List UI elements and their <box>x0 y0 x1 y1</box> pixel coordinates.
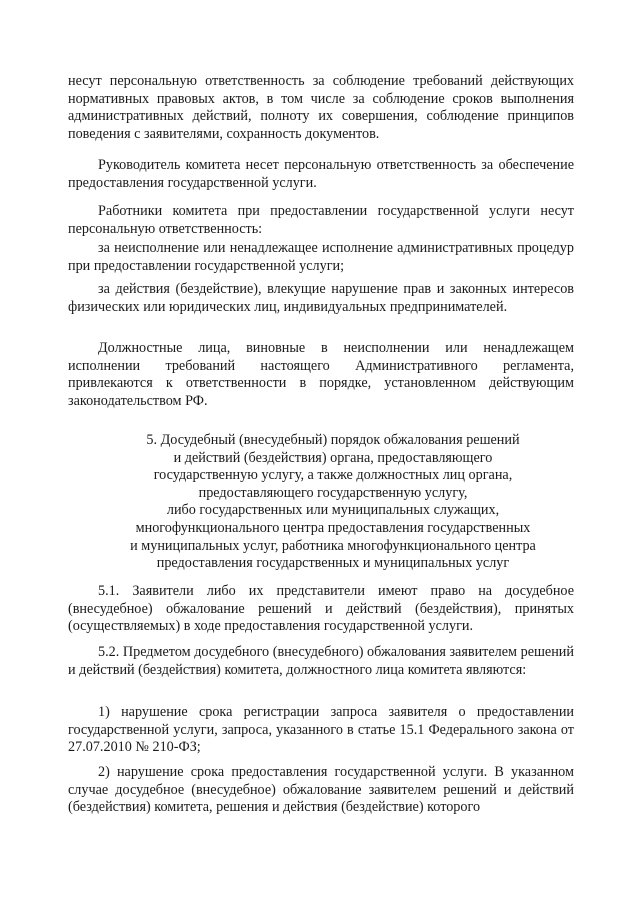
paragraph-nonperformance: за неисполнение или ненадлежащее исполнение административных процедур при предоставлении государственной услуги; <box>68 240 574 274</box>
section-5-heading: 5. Досудебный (внесудебный) порядок обжалования решений и действий (бездействия) органа, предоставляющего государственную услугу, а также должностных лиц органа, предоставляющего государственную услугу, либо государственных или муниципальных служащих, многофункционального центра предоставления государственных и муниципальных услуг, работника многофункционального центра предоставления государственных и муниципальных услуг <box>130 432 536 572</box>
paragraph-head-responsibility: Руководитель комитета несет персональную ответственность за обеспечение предоставления государственной услуги. <box>68 157 574 191</box>
paragraph-responsibility-continued: несут персональную ответственность за соблюдение требований действующих нормативных правовых актов, в том числе за соблюдение сроков выполнения административных действий, полноту их совершения, соблюдение принципов поведения с заявителями, сохранность документов. <box>68 73 574 142</box>
paragraph-5-1: 5.1. Заявители либо их представители имеют право на досудебное (внесудебное) обжалование решений и действий (бездействия), принятых (осуществляемых) в ходе предоставления государственной услуги. <box>68 583 574 635</box>
paragraph-officials-liability: Должностные лица, виновные в неисполнении или ненадлежащем исполнении требований настоящего Административного регламента, привлекаются к ответственности в порядке, установленном действующим законодательством РФ. <box>68 340 574 409</box>
paragraph-5-2: 5.2. Предметом досудебного (внесудебного) обжалования заявителем решений и действий (бездействия) комитета, должностного лица комитета являются: <box>68 644 574 678</box>
paragraph-workers-responsibility: Работники комитета при предоставлении государственной услуги несут персональную ответственность: <box>68 203 574 237</box>
paragraph-item-1: 1) нарушение срока регистрации запроса заявителя о предоставлении государственной услуги, запроса, указанного в статье 15.1 Федерального закона от 27.07.2010 № 210-ФЗ; <box>68 704 574 756</box>
paragraph-actions-inaction: за действия (бездействие), влекущие нарушение прав и законных интересов физических или юридических лиц, индивидуальных предпринимателей. <box>68 281 574 315</box>
paragraph-item-2: 2) нарушение срока предоставления государственной услуги. В указанном случае досудебное (внесудебное) обжалование заявителем решений и действий (бездействия) комитета, решения и действия (бездействие) которого <box>68 764 574 816</box>
